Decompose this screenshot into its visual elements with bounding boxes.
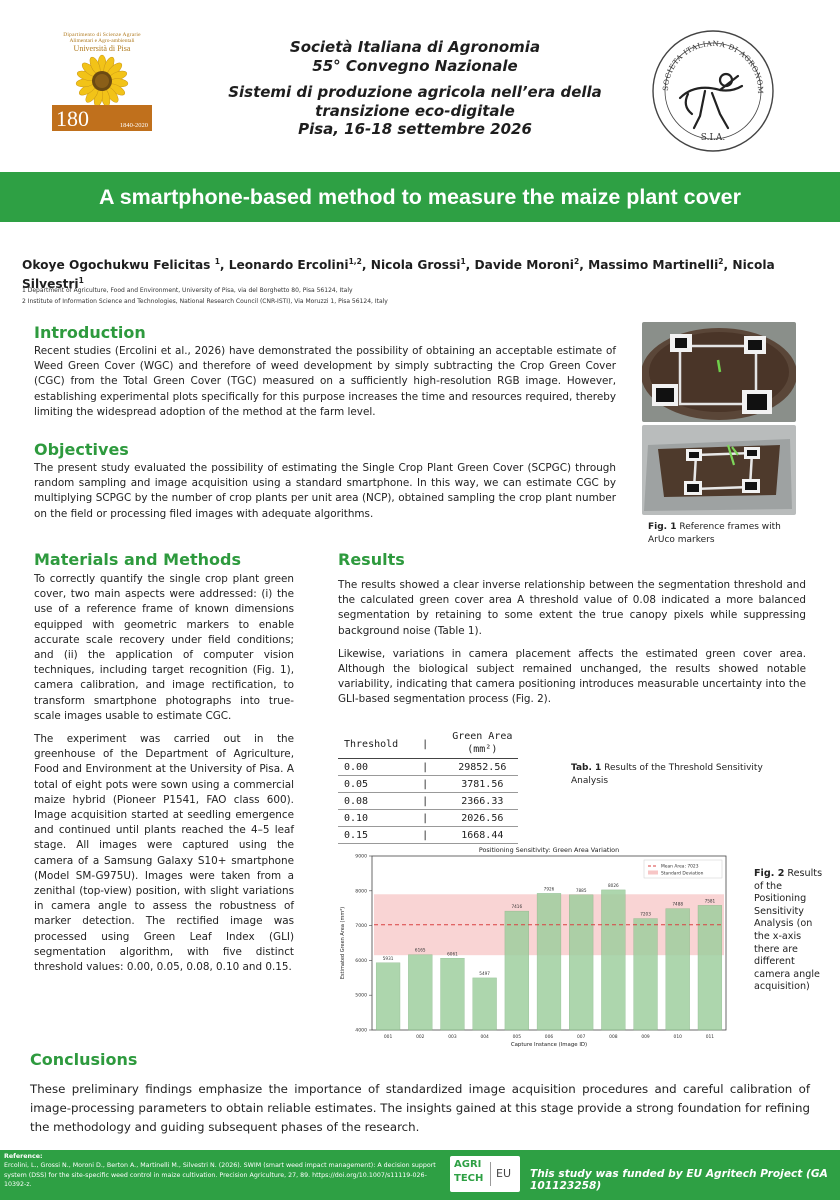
x-tick-label: 002 — [416, 1035, 425, 1040]
x-tick-label: 006 — [544, 1035, 554, 1040]
table-row — [338, 776, 518, 793]
bar-value-label: 7416 — [511, 904, 523, 910]
agritech-word-1: AGRI — [454, 1159, 482, 1170]
table-cell-threshold: 0.10 — [338, 810, 404, 827]
results-paragraph-1: The results showed a clear inverse relationship between the segmentation threshold and the calculated green cover area A threshold value of 0.08 indicated a more balanced segmentation by retaining to some extent the true canopy pixels while suppressing background noise (Table 1). — [338, 579, 806, 637]
eu-label: EU — [496, 1167, 512, 1180]
y-tick-label: 4000 — [355, 1028, 367, 1034]
reference-block — [4, 1152, 444, 1190]
table-cell-threshold: 0.15 — [338, 827, 404, 844]
bar — [505, 911, 529, 1030]
results-paragraph-2: Likewise, variations in camera placement affects the estimated green cover area. Although the biological subject remained unchanged, the results showed notable variability, indicating that camera positioning introduces measurable uncertainty into the GLI-based segmentation process (Fig. 2). — [338, 647, 806, 706]
bar — [441, 958, 465, 1030]
table-cell-area: 1668.44 — [446, 827, 518, 844]
results-body — [338, 578, 806, 716]
bar — [473, 978, 497, 1030]
theme-line1: Sistemi di produzione agricola nell’era della — [228, 83, 602, 101]
author-5: , Massimo Martinelli — [579, 258, 719, 273]
table-cell-separator: | — [404, 776, 446, 793]
fig2-caption-text: Results of the Positioning Sensitivity Analysis (on the x-axis there are different camera angle acquisition) — [754, 868, 823, 993]
methods-paragraph-2: The experiment was carried out in the greenhouse of the Department of Agriculture, Food and Environment at the University of Pisa. A total of eight pots were sown using a commercial maize hybrid (Pioneer P1541, FAO class 600). Image acquisition started at seedling emergence and continued until plants reached the 4–5 leaf stage. All images were captured using the camera of a Samsung Galaxy S10+ smartphone (Model SM-G975U). Images were taken from a zenithal (top-view) position, with slight variations in camera angle to assess the robustness of marker detection. The rectified image was processed using Green Leaf Index (GLI) segmentation algorithm, with five distinct threshold values: 0.00, 0.05, 0.08, 0.10 and 0.15. — [34, 733, 294, 974]
fig2-label: Fig. 2 — [754, 868, 785, 879]
bar-value-label: 6061 — [447, 951, 458, 957]
author-5-affil: 2 — [718, 257, 724, 266]
table-1 — [338, 730, 518, 844]
unipi-name: Università di Pisa — [73, 44, 131, 53]
methods-heading: Materials and Methods — [34, 550, 241, 569]
table1-caption-text: Results of the Threshold Sensitivity Analysis — [571, 763, 763, 786]
y-tick-label: 6000 — [355, 958, 367, 964]
bar — [666, 909, 690, 1030]
introduction-text: Recent studies (Ercolini et al., 2026) have demonstrated the possibility of obtaining an acceptable estimate of Weed Green Cover (WGC) and therefore of weed development by simply subtracting the Crop Green Cover (CGC) from the Total Green Cover (TGC) measured on a sufficiently high-resolution RGB image. However, establishing experimental plots specifically for this purpose increases the time and resources required, thereby limiting the widespread adoption of the method at the farm level. — [34, 345, 616, 418]
sunflower-icon — [52, 53, 152, 105]
bar — [601, 890, 625, 1030]
table-cell-threshold: 0.05 — [338, 776, 404, 793]
bar — [408, 955, 432, 1030]
table-cell-separator: | — [404, 793, 446, 810]
table-header-area-line1: Green Area — [452, 731, 513, 742]
unipi-dept-line1: Dipartimento di Scienze Agrarie — [63, 32, 141, 38]
x-tick-label: 003 — [448, 1035, 457, 1040]
sia-ring-text: SOCIETA ITALIANA DI AGRONOM — [660, 38, 766, 95]
legend-std-swatch — [648, 871, 658, 875]
poster-title: A smartphone-based method to measure the maize plant cover — [99, 185, 741, 209]
table-cell-area: 29852.56 — [446, 759, 518, 776]
conclusions-heading: Conclusions — [30, 1050, 138, 1069]
sia-logo — [650, 28, 776, 154]
methods-paragraph-1: To correctly quantify the single crop plant green cover, two main aspects were addressed: (i) the use of a reference frame of known dimensions equipped with geometric markers to enable accurate scale recovery under field conditions; and (ii) the application of computer vision techniques, including target recognition (Fig. 1), camera calibration, and image rectification, to transform smartphone photographs into true-scale images usable to estimate CGC. — [34, 573, 294, 722]
title-banner — [0, 172, 840, 222]
affiliation-2: 2 Institute of Information Science and Technologies, National Research Council (CNR-ISTI), Via Moruzzi 1, Pisa 56124, Italy — [22, 298, 388, 305]
anniversary-number: 180 — [56, 106, 89, 131]
y-tick-label: 9000 — [355, 854, 367, 860]
x-tick-label: 001 — [383, 1035, 393, 1040]
objectives-heading: Objectives — [34, 440, 129, 459]
bar — [634, 919, 658, 1030]
affiliation-1: 1 Department of Agriculture, Food and Environment, University of Pisa, via del Borghetto 80, Pisa 56124, Italy — [22, 287, 353, 294]
table-header-area — [446, 730, 518, 759]
conclusions-text: These preliminary findings emphasize the importance of standardized image acquisition procedures and careful calibration of image-processing parameters to obtain reliable estimates. The insights gained at this stage provide a strong foundation for refining the methodology and guiding subsequent phases of the research. — [30, 1082, 810, 1134]
author-2-affil: 1,2 — [348, 257, 362, 266]
author-1-affil: 1 — [214, 257, 220, 266]
conference-header — [200, 38, 630, 139]
y-tick-label: 5000 — [355, 993, 367, 999]
author-3-affil: 1 — [460, 257, 466, 266]
unipi-logo — [52, 32, 152, 137]
fig1-caption — [648, 521, 808, 547]
x-tick-label: 007 — [576, 1035, 586, 1040]
x-tick-label: 011 — [705, 1035, 715, 1040]
introduction-heading: Introduction — [34, 323, 146, 342]
conference-dates: Pisa, 16-18 settembre 2026 — [298, 120, 532, 138]
society-name: Società Italiana di Agronomia — [289, 38, 541, 56]
table-header-threshold: Threshold — [338, 730, 404, 759]
y-axis-label: Estimated Green Area (mm²) — [340, 906, 346, 980]
objectives-text: The present study evaluated the possibility of estimating the Single Crop Plant Green Cover (SCPGC) through random sampling and image acquisition using a standard smartphone. In this way, we can estimate CGC by multiplying SCPGC by the number of crop plants per unit area (NCP), obtained sampling the crop plant number on the field or processing filed images with adequate algorithms. — [34, 462, 616, 520]
x-axis-label: Capture Instance (Image ID) — [510, 1042, 588, 1048]
table-row — [338, 810, 518, 827]
table-header-separator: | — [404, 730, 446, 759]
table-cell-separator: | — [404, 759, 446, 776]
agritech-word-2: TECH — [454, 1173, 484, 1184]
table-cell-threshold: 0.08 — [338, 793, 404, 810]
table-header-area-line2: (mm²) — [467, 744, 498, 755]
aruco-frame-photo-2 — [642, 425, 796, 515]
bar-value-label: 7488 — [672, 901, 684, 907]
x-tick-label: 004 — [480, 1035, 489, 1040]
anniversary-years: 1840-2020 — [119, 122, 148, 129]
bar — [698, 905, 722, 1030]
author-1: Okoye Ogochukwu Felicitas — [22, 258, 215, 273]
chart-title: Positioning Sensitivity: Green Area Variation — [478, 846, 620, 854]
bar-value-label: 5931 — [382, 955, 394, 961]
congress-name: 55° Convegno Nazionale — [312, 56, 518, 75]
bar — [537, 893, 561, 1030]
author-6-affil: 1 — [78, 276, 84, 286]
table-row — [338, 827, 518, 844]
aruco-frame-photo-1 — [642, 322, 796, 422]
author-4-affil: 2 — [573, 257, 580, 266]
table1-caption — [571, 762, 791, 788]
table-cell-area: 2026.56 — [446, 810, 518, 827]
anniversary-badge — [52, 105, 152, 131]
x-tick-label: 008 — [609, 1035, 618, 1040]
bar-value-label: 7581 — [704, 898, 716, 904]
author-3: , Nicola Grossi — [361, 258, 461, 273]
author-4: , Davide Moroni — [465, 258, 574, 273]
legend-mean-label: Mean Area: 7023 — [661, 864, 699, 870]
table1-label: Tab. 1 — [571, 763, 602, 773]
bar-value-label: 8026 — [608, 882, 619, 888]
positioning-chart-svg — [326, 842, 740, 1054]
author-6: , Nicola Silvestri — [22, 258, 775, 292]
footer-bar — [0, 1150, 840, 1200]
theme-line2: transizione eco-digitale — [315, 101, 515, 120]
fig2-caption — [754, 868, 824, 994]
fig1-label: Fig. 1 — [648, 522, 677, 532]
table-cell-area: 2366.33 — [446, 793, 518, 810]
x-tick-label: 009 — [641, 1035, 650, 1040]
sia-initials: S.I.A. — [700, 133, 726, 143]
bar-value-label: 7926 — [543, 886, 555, 892]
reference-text: Ercolini, L., Grossi N., Moroni D., Berton A., Martinelli M., Silvestri N. (2026). SWIM (smart weed impact management): A decision support system (DSS) for the site-specific weed control in maize cultivation. Precision Agriculture, 27, 89. https://doi.org/10.1007/s11119-026-10392-z. — [4, 1162, 436, 1189]
bar — [569, 895, 593, 1030]
positioning-chart — [326, 842, 740, 1054]
table-cell-separator: | — [404, 810, 446, 827]
funding-statement: This study was funded by EU Agritech Project (GA 101123258) — [530, 1168, 828, 1192]
x-tick-label: 005 — [512, 1035, 522, 1040]
table-row — [338, 793, 518, 810]
table-cell-threshold: 0.00 — [338, 759, 404, 776]
x-tick-label: 010 — [673, 1035, 682, 1040]
unipi-dept-line2: Alimentari e Agro-ambientali — [69, 38, 135, 44]
bar-value-label: 5497 — [479, 970, 490, 976]
results-heading: Results — [338, 550, 405, 569]
bar-value-label: 7203 — [640, 911, 651, 917]
legend-std-label: Standard Deviation — [661, 871, 704, 877]
y-tick-label: 8000 — [355, 889, 367, 895]
sower-icon — [680, 74, 742, 128]
table-cell-area: 3781.56 — [446, 776, 518, 793]
reference-heading: Reference: — [4, 1153, 43, 1160]
bar-value-label: 6165 — [414, 947, 426, 953]
fig1-caption-text: Reference frames with ArUco markers — [648, 522, 781, 545]
y-tick-label: 7000 — [355, 924, 367, 930]
table-cell-separator: | — [404, 827, 446, 844]
table-row — [338, 759, 518, 776]
bar-value-label: 7885 — [575, 887, 587, 893]
bar — [376, 963, 400, 1030]
author-2: , Leonardo Ercolini — [219, 258, 349, 273]
agritech-logo — [450, 1156, 520, 1192]
methods-body — [34, 572, 294, 983]
svg-text:SOCIETA ITALIANA DI AGRONOMIA — [650, 28, 765, 94]
